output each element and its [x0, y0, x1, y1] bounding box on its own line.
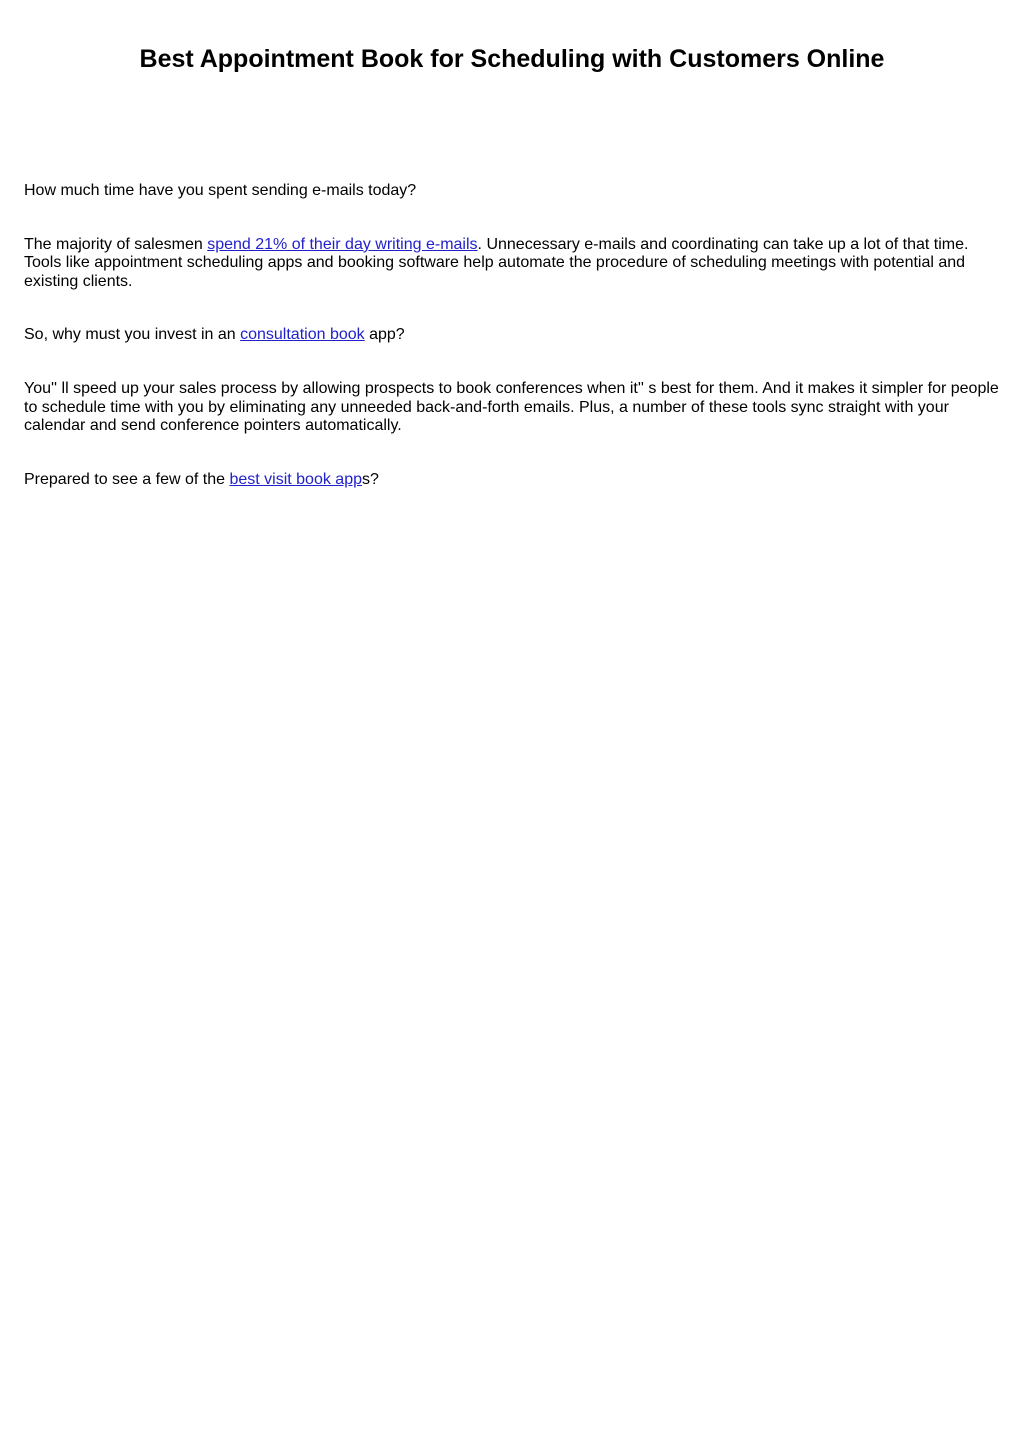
- paragraph-intro-question: [24, 182, 1000, 201]
- paragraph-text-before: So, why must you invest in an: [24, 326, 241, 344]
- document-title: Best Appointment Book for Scheduling with Customers Online: [139, 45, 885, 73]
- paragraph-text-before: Prepared to see a few of the: [24, 470, 230, 488]
- paragraph-text-after: . Unnecessary e-mails and coordinating can take up a lot of that time. Tools like appointment scheduling apps and booking software help automate the procedure of scheduling meetings with potential and existing clients.: [24, 235, 969, 290]
- paragraph-salesmen: [24, 236, 1000, 292]
- link-best-visit-book-app[interactable]: best visit book app: [229, 470, 362, 488]
- paragraph-text-after: app?: [364, 326, 405, 344]
- paragraph-text: How much time have you spent sending e-mails today?: [24, 182, 417, 199]
- link-consultation-book[interactable]: consultation book: [240, 326, 365, 344]
- paragraph-text: You'' ll speed up your sales process by allowing prospects to book conferences when it'' s best for them. And it makes it simpler for people to schedule time with you by eliminating any unneeded back-and-forth emails. Plus, a number of these tools sync straight with your calendar and send conference pointers automatically.: [24, 379, 999, 435]
- paragraph-text-after: s?: [362, 470, 379, 488]
- paragraph-why-invest: [24, 326, 1000, 345]
- paragraph-prepared: [24, 471, 1000, 490]
- document-body: [24, 182, 1000, 489]
- paragraph-benefits: [24, 380, 1000, 436]
- link-spend-21-percent[interactable]: spend 21% of their day writing e-mails: [207, 235, 478, 253]
- paragraph-text-before: The majority of salesmen: [24, 235, 208, 253]
